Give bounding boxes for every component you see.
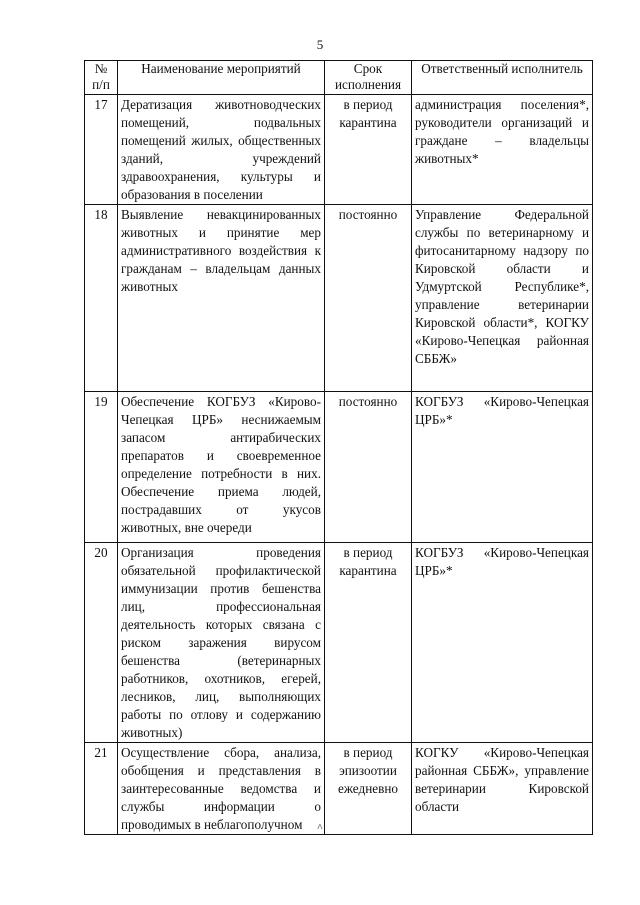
responsible: Управление Федеральной службы по ветеринарному и фитосанитарному надзору по Кировской области и Удмуртской Республике*, управление ветеринарии Кировской области*, КОГКУ «Кирово-Чепецкая районная СББЖ» <box>412 205 593 392</box>
deadline: в период карантина <box>325 543 412 743</box>
measure-name: Дератизация животноводческих помещений, подвальных помещений жилых, общественных зданий, учреждений здравоохранения, культуры и образования в поселении <box>118 95 325 205</box>
header-responsible: Ответственный исполнитель <box>412 61 593 95</box>
header-measure-name: Наименование мероприятий <box>118 61 325 95</box>
header-number: № п/п <box>85 61 118 95</box>
footer-mark: ^ <box>317 822 323 834</box>
measure-name: Осуществление сбора, анализа, обобщения и представления в заинтересованные ведомства и службы информации о проводимых в неблагополучном <box>118 743 325 835</box>
measure-name: Обеспечение КОГБУЗ «Кирово-Чепецкая ЦРБ» неснижаемым запасом антирабических препаратов и своевременное определение потребности в них. Обеспечение приема людей, пострадавших от укусов животных, вне очереди <box>118 392 325 543</box>
page-number: 5 <box>316 37 324 52</box>
table-row <box>85 205 593 392</box>
table-row <box>85 743 593 835</box>
row-number: 21 <box>85 743 118 835</box>
deadline: постоянно <box>325 205 412 392</box>
row-number: 19 <box>85 392 118 543</box>
row-number: 20 <box>85 543 118 743</box>
responsible: КОГКУ «Кирово-Чепецкая районная СББЖ», управление ветеринарии Кировской области <box>412 743 593 835</box>
table-header <box>85 61 593 95</box>
measure-name: Организация проведения обязательной профилактической иммунизации против бешенства лиц, профессиональная деятельность которых связана с риском заражения вирусом бешенства (ветеринарных работников, охотников, егерей, лесников, лиц, выполняющих работы по отлову и содержанию животных) <box>118 543 325 743</box>
measure-name: Выявление невакцинированных животных и принятие мер административного воздействия к гражданам – владельцам данных животных <box>118 205 325 392</box>
deadline: в период эпизоотии ежедневно <box>325 743 412 835</box>
row-number: 18 <box>85 205 118 392</box>
deadline: в период карантина <box>325 95 412 205</box>
measures-table <box>84 60 593 835</box>
table-row <box>85 543 593 743</box>
header-deadline: Срок исполнения <box>325 61 412 95</box>
row-number: 17 <box>85 95 118 205</box>
table-row <box>85 95 593 205</box>
table-row <box>85 392 593 543</box>
responsible: администрация поселения*, руководители организаций и граждане – владельцы животных* <box>412 95 593 205</box>
responsible: КОГБУЗ «Кирово-Чепецкая ЦРБ»* <box>412 543 593 743</box>
responsible: КОГБУЗ «Кирово-Чепецкая ЦРБ»* <box>412 392 593 543</box>
deadline: постоянно <box>325 392 412 543</box>
